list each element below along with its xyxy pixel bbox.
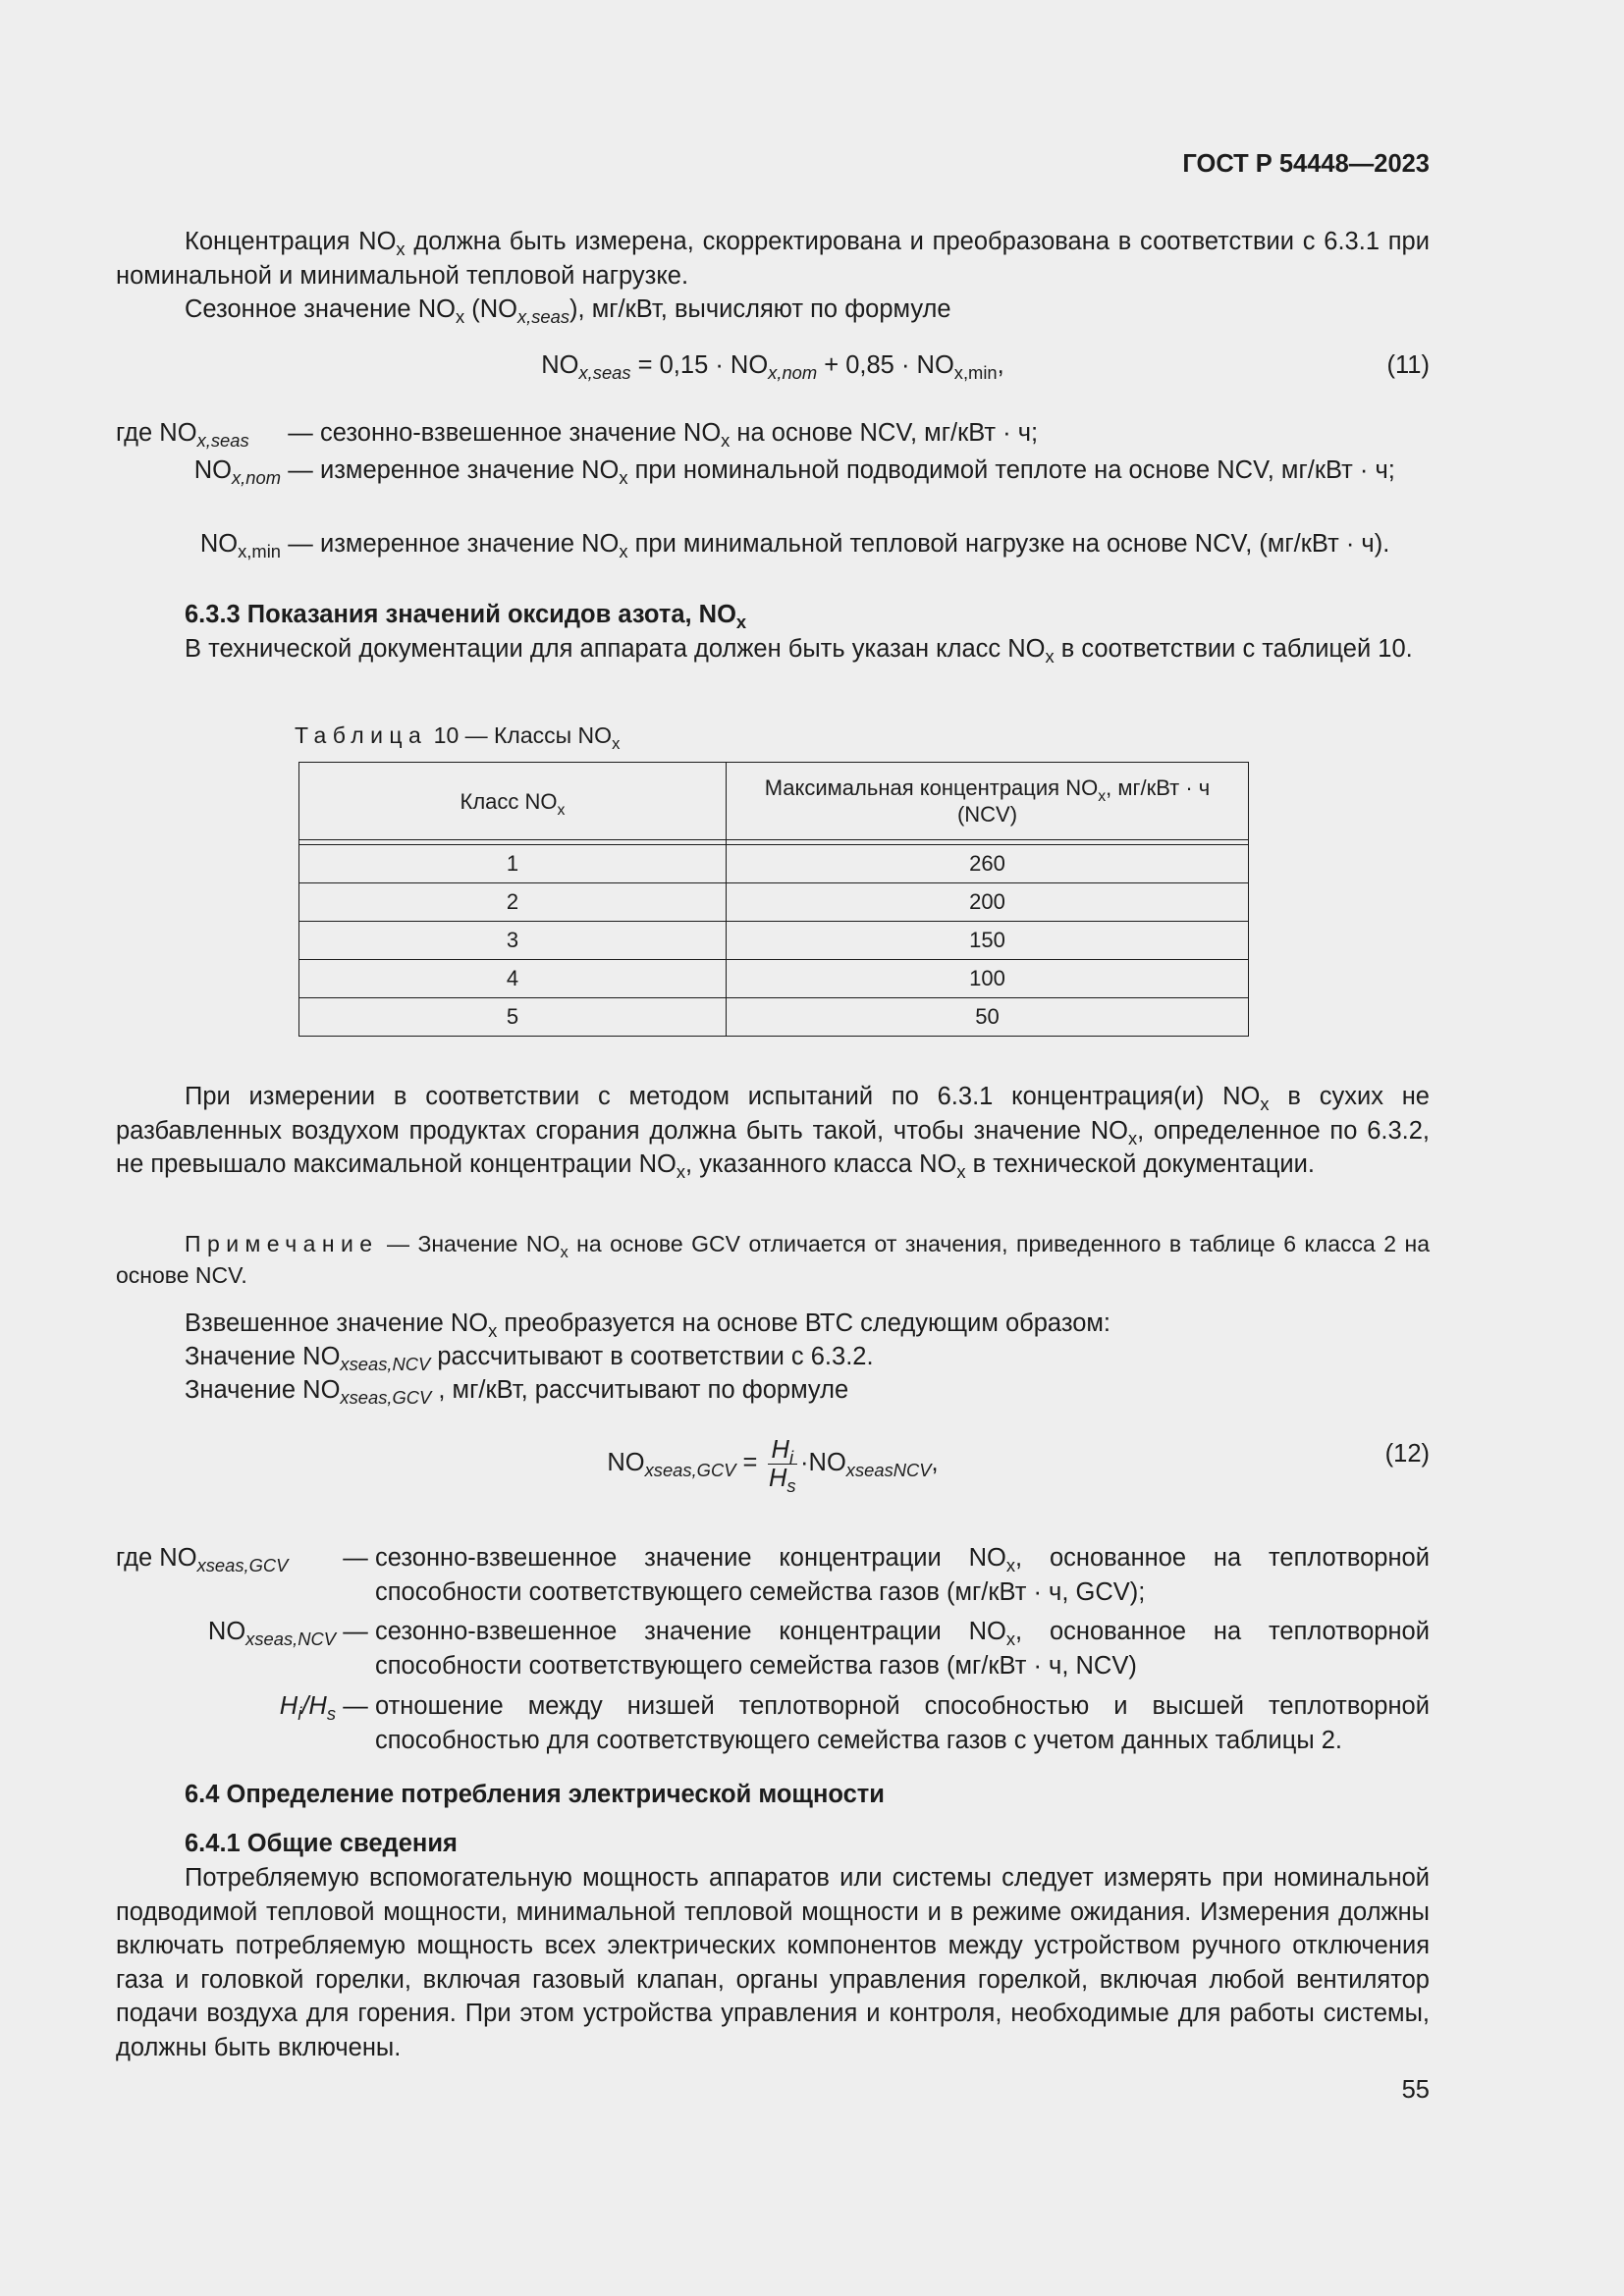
- definition-dash: —: [343, 1618, 368, 1645]
- table-row: 1 260: [299, 845, 1249, 883]
- paragraph-seasonal-value: Сезонное значение $NO_x$ $(NO_{x,seas})$, мг/кВт, вычисляют по формуле: [185, 295, 951, 327]
- definition-dash: —: [343, 1692, 368, 1720]
- definition-term: $NO_{x,nom}$: [193, 456, 281, 488]
- definition-term: где $NO_{x,seas}$: [116, 419, 249, 451]
- definition-dash: —: [288, 419, 313, 447]
- definition-text: сезонно-взвешенное значение концентрации $NO_x$, основанное на теплотворной способности соответствующего семейства газов (мг/кВт · ч, NCV): [375, 1618, 1430, 1680]
- definition-row: [116, 1689, 1430, 1764]
- table-10-nox-classes: [298, 762, 1249, 1037]
- header-max-concentration: Максимальная концентрация $NO_x$, мг/кВт · ч (NCV): [727, 763, 1249, 840]
- formula-11-definitions: [116, 416, 1430, 598]
- definition-row: [116, 454, 1430, 527]
- definition-term: $NO_{xseas,NCV}$: [207, 1618, 336, 1649]
- note-gcv: Примечание — Значение $NO_x$ на основе GCV отличается от значения, приведенного в таблице 6 класса 2 на основе NCV.: [116, 1231, 1430, 1288]
- formula-11: $NO_{x,seas} = 0,15 \cdot NO_{x,nom} + 0,85 \cdot NO_{x,min}$,: [541, 351, 1004, 383]
- definition-row: [116, 416, 1430, 454]
- table-10-caption: Таблица 10 — Классы $NO_x$: [295, 722, 621, 753]
- formula-11-number: (11): [1386, 351, 1430, 379]
- paragraph-gcv-value: Значение $NO_{xseas,GCV}$ , мг/кВт, рассчитывают по формуле: [185, 1376, 849, 1408]
- table-row: 4 100: [299, 960, 1249, 998]
- definition-text: измеренное значение $NO_x$ при номинальной подводимой теплоте на основе NCV, мг/кВт · ч;: [320, 456, 1395, 488]
- definition-text: отношение между низшей теплотворной способностью и высшей теплотворной способностью для соответствующего семейства газов с учетом данных таблицы 2.: [375, 1692, 1430, 1754]
- paragraph-power-consumption: Потребляемую вспомогательную мощность аппаратов или системы следует измерять при номинальной подводимой тепловой мощности, минимальной тепловой мощности и в режиме ожидания. Измерения должны включать потребляемую мощность всех электрических компонентов между устройством ручного отключения газа и головкой горелки, включая газовый клапан, органы управления горелкой, включая любой вентилятор подачи воздуха для горения. При этом устройства управления и контроля, необходимые для работы системы, должны быть включены.: [116, 1864, 1430, 2061]
- paragraph-ncv-value: Значение $NO_{xseas,NCV}$ рассчитывают в соответствии с 6.3.2.: [185, 1343, 874, 1374]
- definition-dash: —: [288, 530, 313, 558]
- definition-term: $NO_{x,min}$: [199, 530, 281, 561]
- definition-text: измеренное значение $NO_x$ при минимальной тепловой нагрузке на основе NCV, (мг/кВт · ч).: [320, 530, 1390, 561]
- document-id: ГОСТ Р 54448—2023: [1182, 150, 1430, 178]
- definition-row: [116, 527, 1430, 598]
- section-6-4-1-title: 6.4.1 Общие сведения: [185, 1830, 458, 1857]
- definition-term: $H_i/H_s$: [279, 1692, 336, 1724]
- paragraph-class-requirement: В технической документации для аппарата должен быть указан класс $NO_x$ в соответствии с таблицей 10.: [185, 635, 1413, 667]
- table-row: 5 50: [299, 998, 1249, 1037]
- fraction-hi-hs: $\frac{H_i}{H_s}$: [768, 1435, 796, 1496]
- section-6-4-title: 6.4 Определение потребления электрической мощности: [185, 1781, 885, 1808]
- table-row: 3 150: [299, 922, 1249, 960]
- definition-row: [116, 1615, 1430, 1689]
- paragraph-weighted-value: Взвешенное значение $NO_x$ преобразуется на основе ВТС следующим образом:: [185, 1309, 1111, 1341]
- paragraph-nox-measurement: Концентрация $NO_x$ должна быть измерена, скорректирована и преобразована в соответствии с 6.3.1 при номинальной и минимальной тепловой нагрузке.: [116, 228, 1430, 290]
- definition-row: [116, 1541, 1430, 1615]
- definition-dash: —: [288, 456, 313, 484]
- page-number: 55: [1401, 2076, 1430, 2104]
- section-6-3-3-title: 6.3.3 Показания значений оксидов азота, $NO_x$: [185, 601, 747, 632]
- table-header-row: [299, 763, 1249, 840]
- definition-text: сезонно-взвешенное значение концентрации $NO_x$, основанное на теплотворной способности соответствующего семейства газов (мг/кВт · ч, GCV);: [375, 1544, 1430, 1606]
- table-row: 2 200: [299, 883, 1249, 922]
- paragraph-measurement-limit: При измерении в соответствии с методом испытаний по 6.3.1 концентрация(и) $NO_x$ в сухих не разбавленных воздухом продуктах сгорания должна быть такой, чтобы значение $NO_x$, определенное по 6.3.2, не превышало максимальной концентрации $NO_x$, указанного класса $NO_x$ в технической документации.: [116, 1083, 1431, 1182]
- definition-text: сезонно-взвешенное значение $NO_x$ на основе NCV, мг/кВт · ч;: [320, 419, 1039, 451]
- header-class: Класс $NO_x$: [299, 763, 727, 840]
- definition-dash: —: [343, 1544, 368, 1572]
- formula-12-number: (12): [1384, 1440, 1430, 1468]
- formula-12: $NO_{xseas,GCV}$ = $\frac{H_i}{H_s}$ $\cdot NO_{xseasNCV}$,: [607, 1435, 939, 1496]
- formula-12-definitions: [116, 1541, 1430, 1764]
- definition-term: где $NO_{xseas,GCV}$: [116, 1544, 289, 1575]
